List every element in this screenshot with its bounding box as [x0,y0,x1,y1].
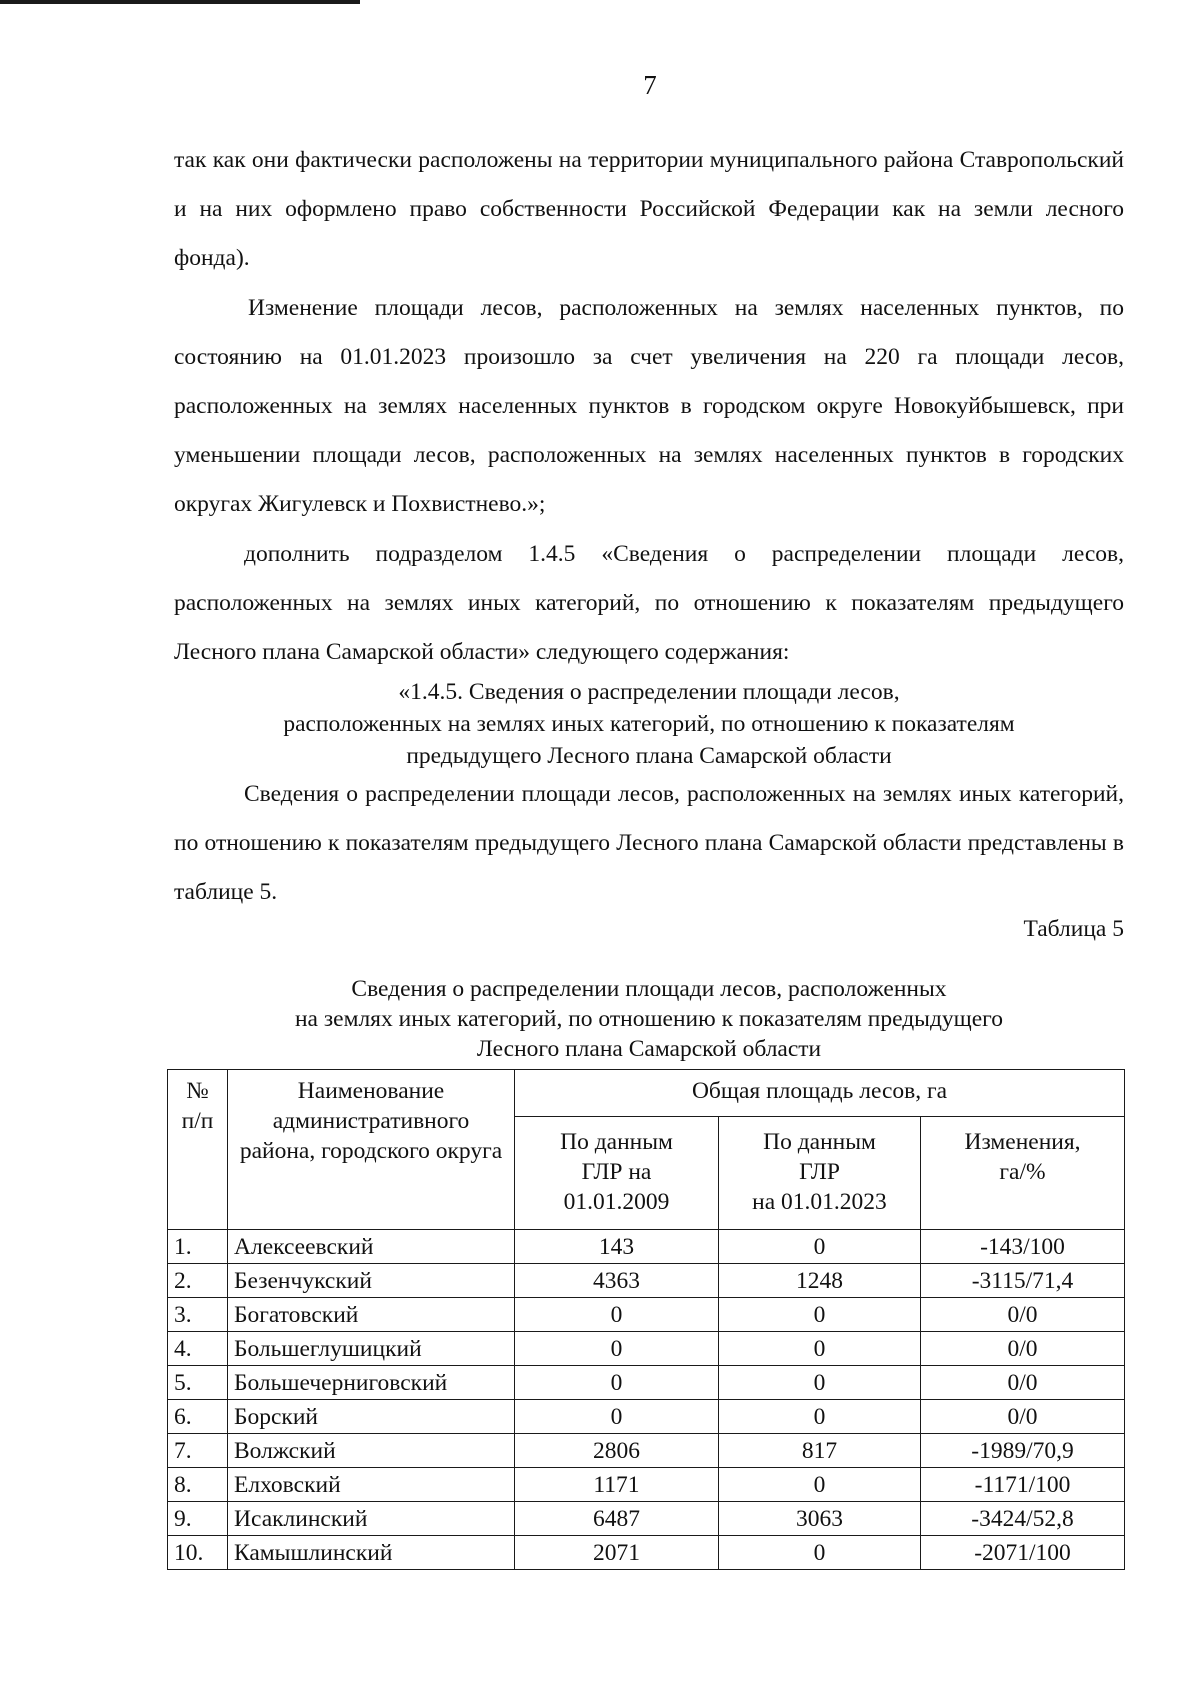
table-row [168,1366,1125,1400]
paragraph-amendment: дополнить подразделом 1.4.5 «Сведения о распределении площади лесов, расположенных на землях иных категорий, по отношению к показателям предыдущего Лесного плана Самарской области» следующего содержания: [174,541,1124,665]
cell-change: -3424/52,8 [921,1502,1125,1536]
cell-area-2023: 0 [719,1366,921,1400]
cell-number: 10. [168,1536,228,1570]
header-line: По данным [560,1129,673,1155]
cell-number: 5. [168,1366,228,1400]
header-number-line: п/п [181,1108,214,1134]
cell-number: 6. [168,1400,228,1434]
table-row [168,1502,1125,1536]
table-caption-line: на землях иных категорий, по отношению к показателям предыдущего [294,1006,1003,1032]
cell-change: 0/0 [921,1298,1125,1332]
cell-number: 3. [168,1298,228,1332]
header-number [168,1070,228,1230]
table-caption-line: Сведения о распределении площади лесов, расположенных [351,976,947,1002]
header-area-2023 [719,1117,921,1230]
header-line: ГЛР на [581,1159,652,1185]
paragraph-continuation: так как они фактически расположены на территории муниципального района Ставропольский и на них оформлено право собственности Российской Федерации как на земли лесного фонда). [174,147,1124,271]
header-area-2009 [515,1117,719,1230]
table-row [168,1468,1125,1502]
cell-number: 1. [168,1230,228,1264]
cell-area-2009: 2806 [515,1434,719,1468]
cell-district-name: Безенчукский [228,1264,515,1298]
table-row [168,1298,1125,1332]
cell-change: -3115/71,4 [921,1264,1125,1298]
cell-change: -1989/70,9 [921,1434,1125,1468]
cell-number: 9. [168,1502,228,1536]
table-label: Таблица 5 [1023,916,1124,942]
header-total-area: Общая площадь лесов, га [515,1070,1125,1117]
cell-area-2023: 0 [719,1332,921,1366]
cell-district-name: Большечерниговский [228,1366,515,1400]
table-row [168,1332,1125,1366]
cell-area-2009: 6487 [515,1502,719,1536]
cell-number: 8. [168,1468,228,1502]
header-number-line: № [186,1078,209,1104]
table-caption [174,974,1124,1064]
cell-area-2023: 817 [719,1434,921,1468]
forest-area-table [167,1069,1125,1570]
cell-area-2009: 1171 [515,1468,719,1502]
header-change [921,1117,1125,1230]
cell-area-2009: 2071 [515,1536,719,1570]
cell-area-2023: 1248 [719,1264,921,1298]
header-line: Изменения, [964,1129,1081,1155]
header-line: га/% [999,1159,1046,1185]
header-line: на 01.01.2023 [752,1189,887,1215]
paragraph-table-intro: Сведения о распределении площади лесов, расположенных на землях иных категорий, по отношению к показателям предыдущего Лесного плана Самарской области представлены в таблице 5. [174,781,1124,905]
table-caption-line: Лесного плана Самарской области [476,1036,822,1062]
paragraph-area-change: Изменение площади лесов, расположенных на землях населенных пунктов, по состоянию на 01.01.2023 произошло за счет увеличения на 220 га площади лесов, расположенных на землях населенных пунктов в городском округе Новокуйбышевск, при уменьшении площади лесов, расположенных на землях населенных пунктов в городских округах Жигулевск и Похвистнево.»; [174,295,1124,517]
cell-change: -1171/100 [921,1468,1125,1502]
section-heading [174,676,1124,772]
cell-area-2023: 3063 [719,1502,921,1536]
cell-change: 0/0 [921,1332,1125,1366]
cell-district-name: Исаклинский [228,1502,515,1536]
cell-district-name: Борский [228,1400,515,1434]
cell-area-2023: 0 [719,1468,921,1502]
cell-district-name: Богатовский [228,1298,515,1332]
table-row [168,1434,1125,1468]
cell-area-2023: 0 [719,1230,921,1264]
cell-change: -2071/100 [921,1536,1125,1570]
cell-area-2009: 0 [515,1400,719,1434]
section-heading-line: расположенных на землях иных категорий, по отношению к показателям [283,711,1015,737]
cell-area-2009: 4363 [515,1264,719,1298]
cell-area-2023: 0 [719,1400,921,1434]
table-row [168,1264,1125,1298]
cell-change: -143/100 [921,1230,1125,1264]
table-body [168,1230,1125,1570]
header-line: По данным [763,1129,876,1155]
cell-area-2023: 0 [719,1536,921,1570]
cell-area-2009: 143 [515,1230,719,1264]
section-heading-line: предыдущего Лесного плана Самарской области [406,743,892,769]
section-heading-line: «1.4.5. Сведения о распределении площади лесов, [398,679,900,705]
cell-number: 7. [168,1434,228,1468]
top-rule [0,0,360,4]
cell-district-name: Елховский [228,1468,515,1502]
cell-district-name: Большеглушицкий [228,1332,515,1366]
cell-area-2009: 0 [515,1366,719,1400]
cell-district-name: Алексеевский [228,1230,515,1264]
cell-number: 2. [168,1264,228,1298]
cell-area-2023: 0 [719,1298,921,1332]
table-row [168,1230,1125,1264]
table-row [168,1536,1125,1570]
cell-area-2009: 0 [515,1332,719,1366]
cell-district-name: Волжский [228,1434,515,1468]
page-number: 7 [643,70,657,100]
cell-area-2009: 0 [515,1298,719,1332]
header-district-name: Наименование административного района, городского округа [228,1070,515,1230]
cell-change: 0/0 [921,1366,1125,1400]
table-row [168,1400,1125,1434]
cell-district-name: Камышлинский [228,1536,515,1570]
cell-change: 0/0 [921,1400,1125,1434]
header-line: 01.01.2009 [563,1189,670,1215]
header-line: ГЛР [799,1159,840,1185]
cell-number: 4. [168,1332,228,1366]
